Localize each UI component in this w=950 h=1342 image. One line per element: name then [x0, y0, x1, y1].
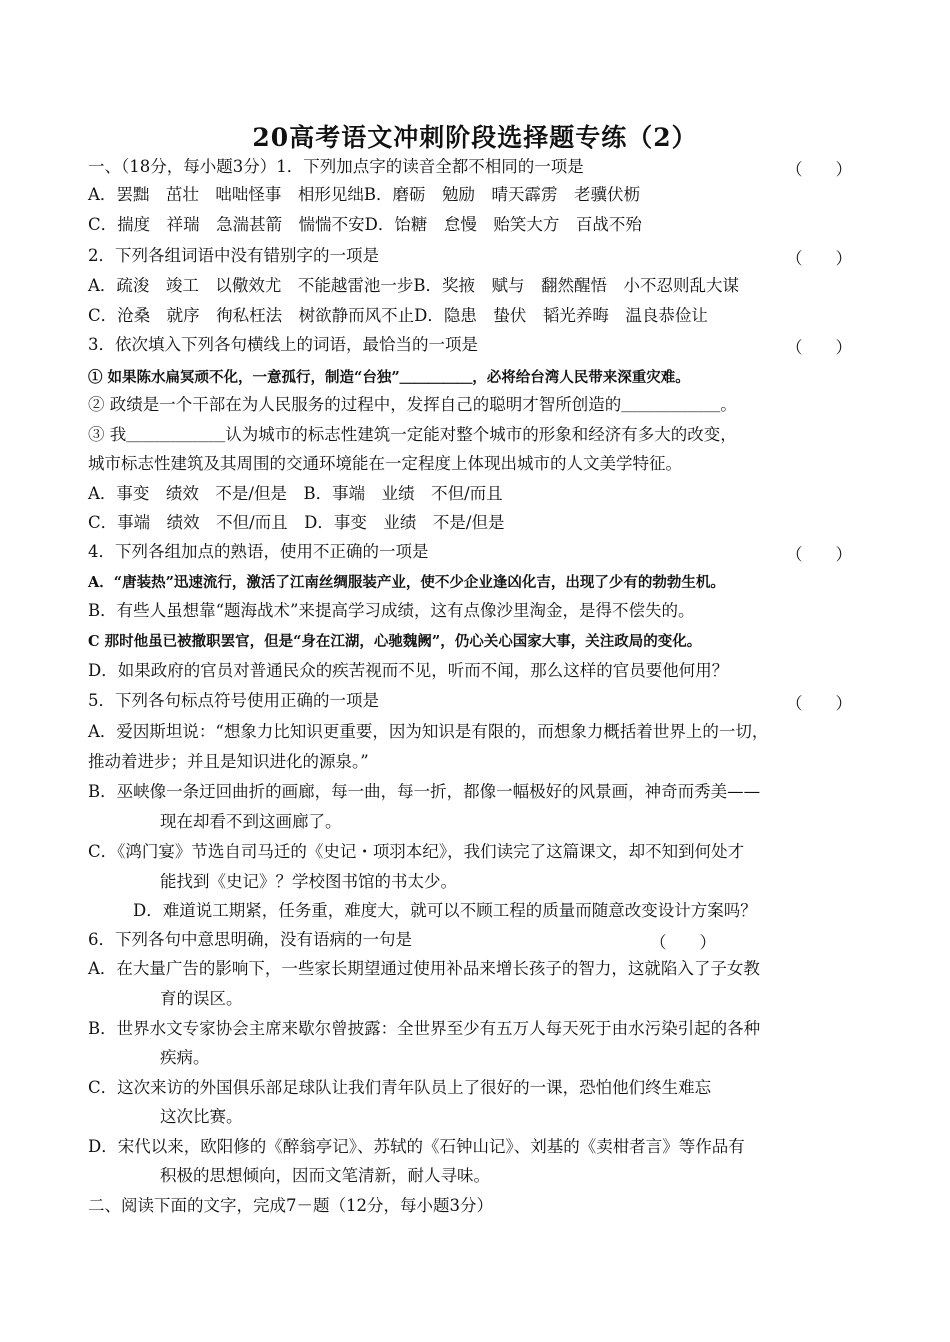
- question-4-option-d: D．如果政府的官员对普通民众的疾苦视而不见，听而不闻，那么这样的官员要他何用？: [88, 661, 729, 680]
- question-6-option-d-cont: 积极的思想倾向，因而文笔清新，耐人寻味。: [160, 1166, 490, 1185]
- question-3-stem: 3．依次填入下列各句横线上的词语，最恰当的一项是: [88, 335, 478, 354]
- question-3-options-ab: A．事变 绩效 不是/但是 B．事端 业绩 不但/而且: [88, 484, 503, 503]
- answer-bracket-3: （ ）: [786, 338, 852, 357]
- answer-bracket-4: （ ）: [786, 545, 852, 564]
- question-5-option-d: D．难道说工期紧，任务重，难度大，就可以不顾工程的质量而随意改变设计方案吗？: [133, 901, 757, 920]
- option-c: C．沧桑 就序 徇私枉法 树欲静而风不止: [88, 306, 415, 325]
- question-3-options-cd: C．事端 绩效 不但/而且 D．事变 业绩 不是/但是: [88, 513, 505, 532]
- option-d: D．饴糖 怠慢 贻笑大方 百战不殆: [364, 215, 642, 234]
- question-5-option-a: A．爱因斯坦说：“想象力比知识更重要，因为知识是有限的，而想象力概括着世界上的一切，: [88, 722, 769, 741]
- question-2-options-ab: [88, 275, 739, 297]
- question-4-stem: 4．下列各组加点的熟语，使用不正确的一项是: [88, 542, 429, 561]
- question-1-stem: 一、（18分，每小题3分）1．下列加点字的读音全都不相同的一项是: [88, 157, 584, 176]
- question-5-option-c-cont: 能找到《史记》？学校图书馆的书太少。: [160, 872, 457, 891]
- page-title: 20高考语文冲刺阶段选择题专练（2）: [252, 123, 698, 152]
- answer-bracket-1: （ ）: [786, 160, 852, 179]
- option-c: C．揣度 祥瑞 急湍甚箭 惴惴不安: [88, 215, 365, 234]
- question-1-options-ab: [88, 184, 640, 206]
- question-3-sentence-3: ③ 我＿＿＿＿＿＿认为城市的标志性建筑一定能对整个城市的形象和经济有多大的改变，: [88, 425, 737, 444]
- section-2-heading: 二、阅读下面的文字，完成7－题（12分，每小题3分）: [88, 1196, 493, 1215]
- question-5-stem: 5．下列各句标点符号使用正确的一项是: [88, 691, 379, 710]
- question-6-option-c-cont: 这次比赛。: [160, 1107, 243, 1126]
- answer-bracket-6: （ ）: [650, 933, 716, 952]
- option-b: B．奖掖 赋与 翻然醒悟 小不忍则乱大谋: [413, 276, 740, 295]
- question-6-option-c: C．这次来访的外国俱乐部足球队让我们青年队员上了很好的一课，恐怕他们终生难忘: [88, 1078, 712, 1097]
- question-1-options-cd: [88, 214, 642, 236]
- question-6-option-a-cont: 育的误区。: [160, 989, 243, 1008]
- question-6-option-d: D．宋代以来，欧阳修的《醉翁亭记》、苏轼的《石钟山记》、刘基的《卖柑者言》等作品有: [88, 1137, 745, 1156]
- question-2-stem: 2．下列各组词语中没有错别字的一项是: [88, 246, 379, 265]
- question-3-sentence-1: ① 如果陈水扁冥顽不化，一意孤行，制造“台独”＿＿＿＿＿，必将给台湾人民带来深重灾难。: [88, 369, 690, 386]
- question-5-option-b-cont: 现在却看不到这画廊了。: [160, 812, 342, 831]
- question-5-option-c: C．《鸿门宴》节选自司马迁的《史记・项羽本纪》，我们读完了这篇课文，却不知到何处才: [88, 842, 745, 861]
- question-6-option-a: A．在大量广告的影响下，一些家长期望通过使用补品来增长孩子的智力，这就陷入了子女教: [88, 959, 760, 978]
- option-b: B．磨砺 勉励 晴天霹雳 老骥伏枥: [363, 185, 641, 204]
- option-d: D．隐患 蛰伏 韬光养晦 温良恭俭让: [414, 306, 708, 325]
- option-a: A．疏浚 竣工 以儆效尤 不能越雷池一步: [88, 276, 414, 295]
- question-6-option-b-cont: 疾病。: [160, 1048, 210, 1067]
- question-4-option-b: B．有些人虽想靠“题海战术”来提高学习成绩，这有点像沙里淘金，是得不偿失的。: [88, 601, 695, 620]
- question-3-sentence-3-cont: 城市标志性建筑及其周围的交通环境能在一定程度上体现出城市的人文美学特征。: [88, 454, 682, 473]
- question-4-option-a: A．“唐装热”迅速流行，激活了江南丝绸服装产业，使不少企业逢凶化吉，出现了少有的勃勃生机。: [88, 574, 725, 591]
- question-4-option-c: C 那时他虽已被撤职罢官，但是“身在江湖，心驰魏阙”，仍心关心国家大事，关注政局的变化。: [88, 633, 702, 650]
- question-5-option-b: B．巫峡像一条迂回曲折的画廊，每一曲，每一折，都像一幅极好的风景画，神奇而秀美——: [88, 782, 761, 801]
- question-5-option-a-cont: 推动着进步；并且是知识进化的源泉。”: [88, 752, 369, 771]
- question-2-options-cd: [88, 305, 708, 327]
- answer-bracket-2: （ ）: [786, 249, 852, 268]
- question-3-sentence-2: ② 政绩是一个干部在为人民服务的过程中，发挥自己的聪明才智所创造的＿＿＿＿＿＿。: [88, 395, 737, 414]
- question-6-stem: 6．下列各句中意思明确，没有语病的一句是: [88, 930, 412, 949]
- question-6-option-b: B．世界水文专家协会主席来歇尔曾披露：全世界至少有五万人每天死于由水污染引起的各种: [88, 1019, 761, 1038]
- option-a: A．罢黜 茁壮 咄咄怪事 相形见绌: [88, 185, 364, 204]
- answer-bracket-5: （ ）: [786, 694, 852, 713]
